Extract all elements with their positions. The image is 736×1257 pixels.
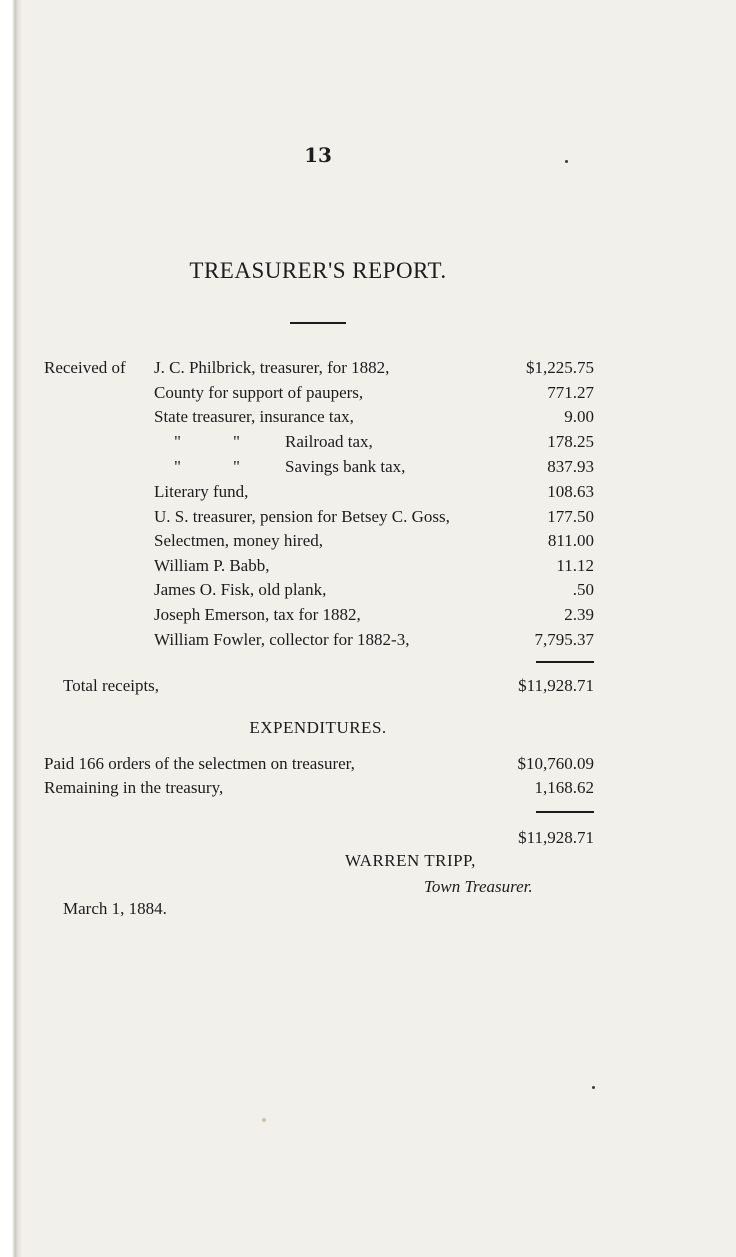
receipt-amount: $1,225.75 bbox=[526, 358, 594, 377]
receipt-label: William P. Babb, bbox=[154, 556, 270, 575]
receipt-row bbox=[0, 380, 736, 405]
receipt-amount: 771.27 bbox=[547, 383, 594, 402]
receipt-label: Railroad tax, bbox=[285, 432, 373, 451]
receipt-row bbox=[0, 479, 736, 504]
receipt-label: County for support of paupers, bbox=[154, 383, 364, 402]
total-receipts-amount: $11,928.71 bbox=[518, 676, 594, 695]
receipt-amount: 178.25 bbox=[547, 432, 594, 451]
ditto-mark: " bbox=[233, 457, 240, 476]
receipt-row bbox=[0, 627, 736, 652]
receipt-amount: 2.39 bbox=[564, 605, 594, 624]
receipt-label: Literary fund, bbox=[154, 482, 249, 501]
paper-speck bbox=[565, 160, 568, 163]
sum-rule bbox=[536, 661, 594, 663]
total-receipts-label: Total receipts, bbox=[63, 676, 160, 695]
receipt-row bbox=[0, 429, 736, 454]
receipt-amount: 811.00 bbox=[547, 531, 594, 550]
receipt-amount: .50 bbox=[572, 580, 594, 599]
receipt-label: Joseph Emerson, tax for 1882, bbox=[154, 605, 361, 624]
receipt-label: U. S. treasurer, pension for Betsey C. Goss, bbox=[154, 507, 450, 526]
expenditure-label: Paid 166 orders of the selectmen on treasurer, bbox=[44, 754, 355, 773]
signer-title: Town Treasurer. bbox=[424, 877, 533, 896]
page-number: 13 bbox=[304, 143, 332, 167]
report-title: TREASURER'S REPORT. bbox=[189, 258, 447, 283]
ditto-mark: " bbox=[174, 432, 181, 451]
receipt-label: James O. Fisk, old plank, bbox=[154, 580, 327, 599]
receipt-row bbox=[0, 504, 736, 529]
total-receipts-row bbox=[0, 673, 736, 698]
receipt-label: Savings bank tax, bbox=[285, 457, 406, 476]
expenditures-total-row bbox=[0, 825, 736, 850]
ditto-mark: " bbox=[174, 457, 181, 476]
sum-rule bbox=[536, 811, 594, 813]
receipt-amount: 108.63 bbox=[547, 482, 594, 501]
receipt-row bbox=[0, 553, 736, 578]
receipt-row bbox=[0, 404, 736, 429]
expenditures-heading: EXPENDITURES. bbox=[249, 718, 387, 737]
receipt-label: State treasurer, insurance tax, bbox=[154, 407, 354, 426]
receipt-amount: 9.00 bbox=[564, 407, 594, 426]
receipt-lead: Received of bbox=[44, 358, 126, 377]
expenditure-row bbox=[0, 751, 736, 776]
expenditure-amount: 1,168.62 bbox=[534, 778, 594, 797]
expenditures-total-amount: $11,928.71 bbox=[518, 828, 594, 847]
expenditure-row bbox=[0, 775, 736, 800]
receipt-label: Selectmen, money hired, bbox=[154, 531, 324, 550]
receipt-amount: 177.50 bbox=[547, 507, 594, 526]
paper-speck bbox=[262, 1118, 266, 1122]
receipt-amount: 11.12 bbox=[556, 556, 594, 575]
receipt-row bbox=[0, 577, 736, 602]
receipt-label: J. C. Philbrick, treasurer, for 1882, bbox=[154, 358, 390, 377]
title-divider bbox=[290, 322, 346, 324]
receipt-row bbox=[0, 602, 736, 627]
expenditure-label: Remaining in the treasury, bbox=[44, 778, 224, 797]
receipt-amount: 837.93 bbox=[547, 457, 594, 476]
expenditure-amount: $10,760.09 bbox=[517, 754, 594, 773]
receipt-row bbox=[0, 454, 736, 479]
receipt-row bbox=[0, 528, 736, 553]
receipt-amount: 7,795.37 bbox=[534, 630, 594, 649]
receipt-label: William Fowler, collector for 1882-3, bbox=[154, 630, 410, 649]
paper-speck bbox=[592, 1086, 595, 1089]
signer-name: WARREN TRIPP, bbox=[345, 851, 476, 870]
ditto-mark: " bbox=[233, 432, 240, 451]
report-date: March 1, 1884. bbox=[63, 899, 167, 918]
receipt-row bbox=[0, 355, 736, 380]
